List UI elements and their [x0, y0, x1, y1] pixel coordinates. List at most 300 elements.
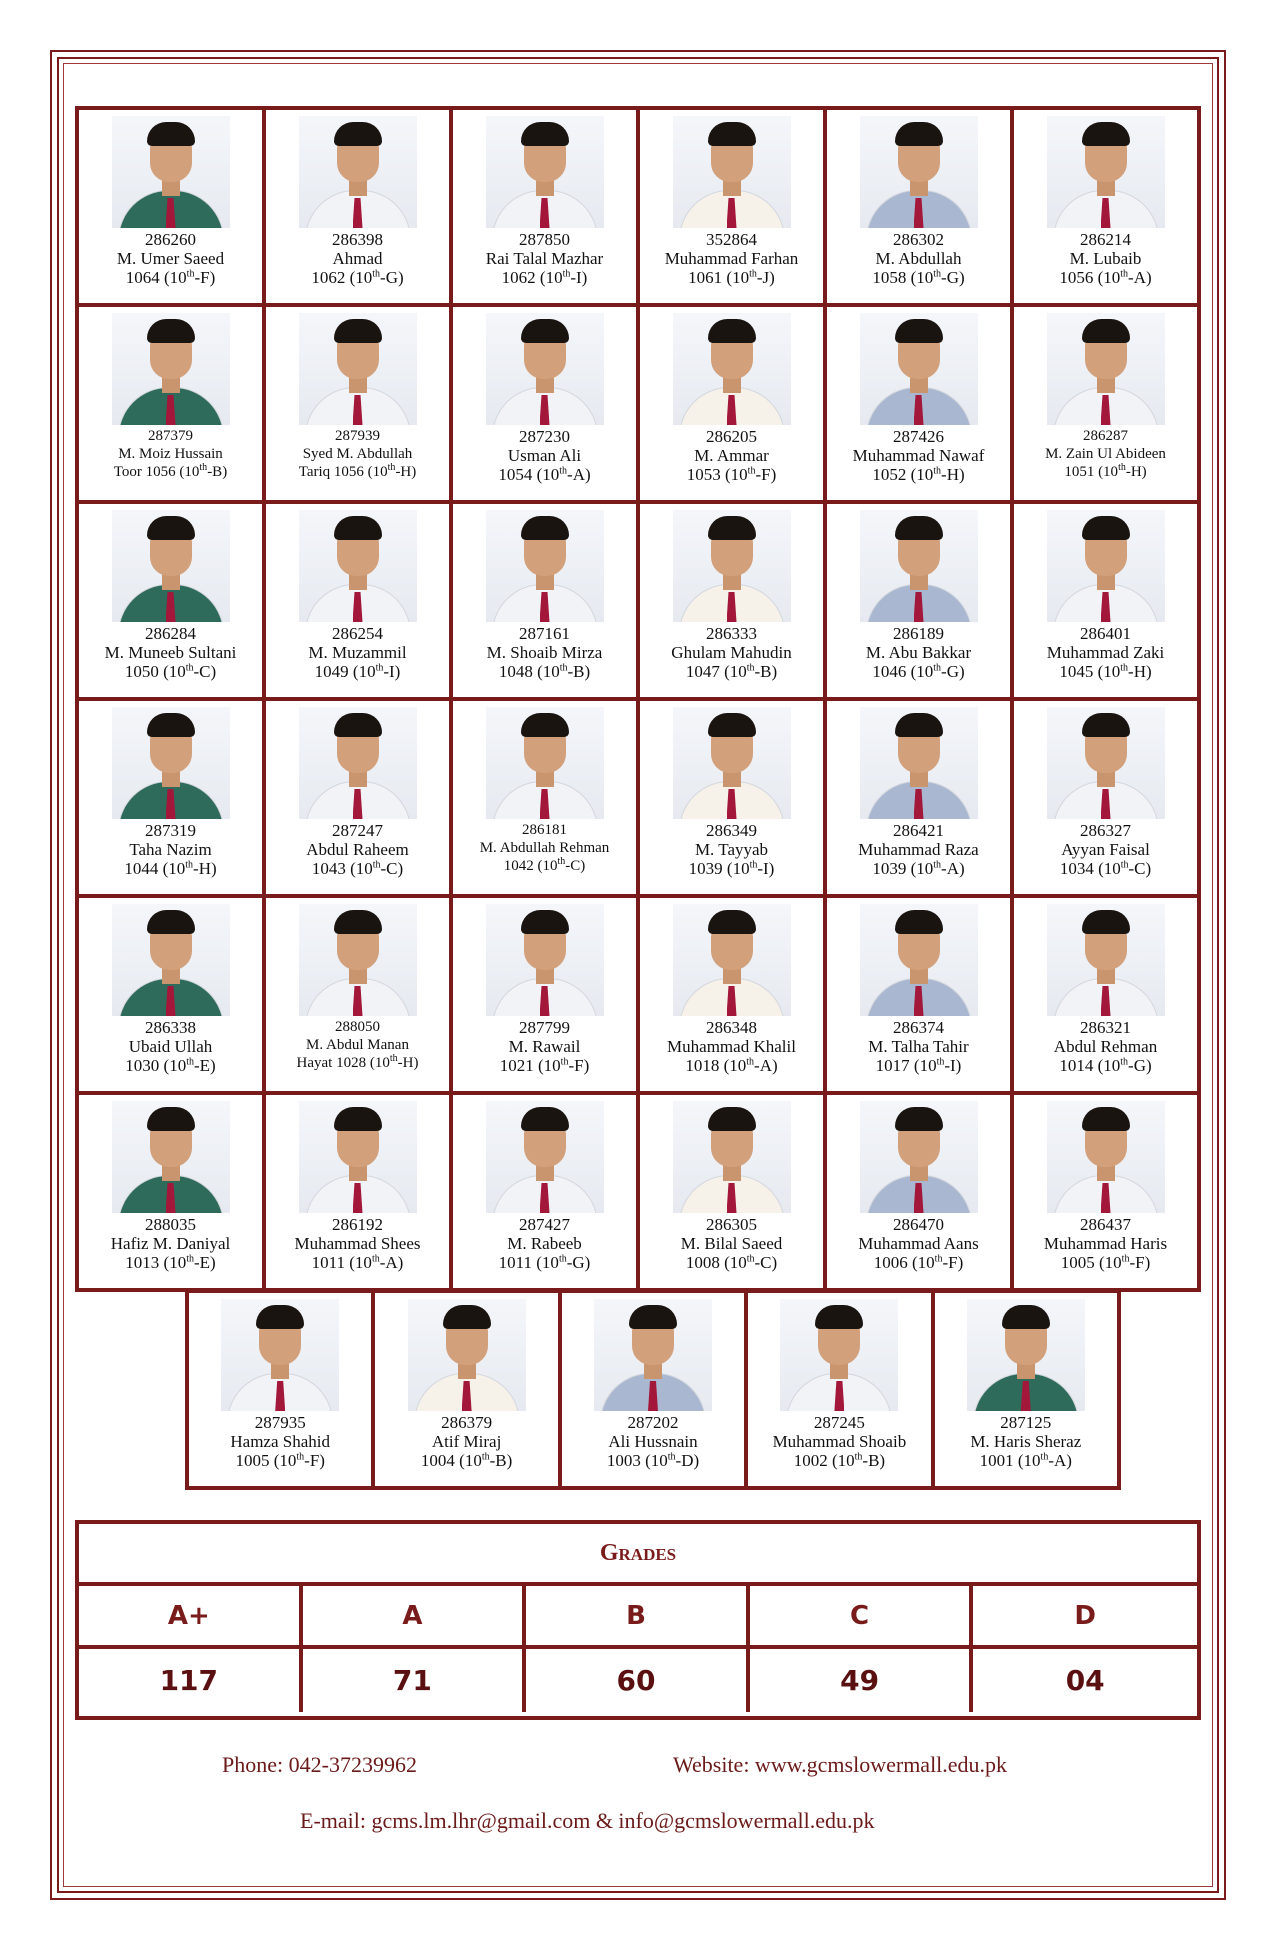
student-card: [640, 1095, 827, 1292]
student-name: M. Umer Saeed: [116, 249, 225, 268]
section-text: -J): [756, 268, 775, 287]
student-marks-class: [297, 1054, 419, 1072]
student-roll-number: 287230: [519, 427, 570, 446]
section-text: -A): [1048, 1451, 1072, 1470]
student-name: M. Muneeb Sultani: [104, 643, 237, 662]
student-marks-class: [872, 662, 964, 681]
grade-header: B: [526, 1586, 750, 1645]
ordinal-suffix: th: [934, 1253, 943, 1265]
ordinal-suffix: th: [558, 1253, 567, 1265]
student-marks-class: [500, 1056, 589, 1075]
student-name: M. Bilal Saeed: [680, 1234, 783, 1253]
student-name: M. Abdul Manan: [306, 1037, 409, 1053]
student-roll-number: 286348: [706, 1018, 757, 1037]
student-photo: [299, 904, 417, 1016]
student-name: Usman Ali: [507, 446, 582, 465]
student-name: Ghulam Mahudin: [671, 643, 792, 662]
student-card: [453, 1095, 640, 1292]
student-photo: [486, 1101, 604, 1213]
student-photo: [860, 707, 978, 819]
student-name: M. Muzammil: [308, 643, 407, 662]
grade-header: A: [303, 1586, 527, 1645]
student-marks-class: [504, 857, 586, 875]
student-name: M. Talha Tahir: [868, 1037, 969, 1056]
section-text: -A): [941, 859, 965, 878]
student-card: [266, 898, 453, 1095]
section-text: -H): [397, 1055, 419, 1071]
grades-title: Grades: [79, 1524, 1197, 1586]
student-marks-class: [125, 1253, 215, 1272]
ordinal-suffix: th: [933, 465, 942, 477]
student-marks-class: [1059, 1056, 1151, 1075]
student-card: [640, 898, 827, 1095]
student-marks-class: [689, 859, 775, 878]
student-card: [640, 701, 827, 898]
student-name: M. Lubaib: [1069, 249, 1142, 268]
ordinal-suffix: th: [933, 662, 942, 674]
student-name: Muhammad Zaki: [1046, 643, 1165, 662]
student-marks-class: [794, 1451, 885, 1470]
marks-text: 1062 (10: [311, 268, 373, 287]
student-name: M. Abdullah Rehman: [479, 840, 610, 856]
student-card: [266, 1095, 453, 1292]
marks-text: 1039 (10: [872, 859, 934, 878]
section-text: -B): [567, 662, 591, 681]
student-name: Abdul Raheem: [306, 840, 409, 859]
student-marks-class: [1064, 463, 1146, 481]
student-roll-number: 286302: [893, 230, 944, 249]
student-roll-number: 286254: [332, 624, 383, 643]
student-marks-class: [876, 1056, 962, 1075]
student-photo: [486, 313, 604, 425]
student-name: Syed M. Abdullah: [302, 446, 413, 462]
student-marks-class: [1059, 268, 1151, 287]
student-photo: [112, 116, 230, 228]
student-roll-number: 286374: [893, 1018, 944, 1037]
marks-text: 1018 (10: [685, 1056, 747, 1075]
student-name: Muhammad Shees: [294, 1234, 421, 1253]
student-marks-class: [114, 463, 227, 481]
student-roll-number: 286189: [893, 624, 944, 643]
footer-email[interactable]: E-mail: gcms.lm.lhr@gmail.com & info@gcmslowermall.edu.pk: [300, 1808, 875, 1833]
section-text: -G): [941, 662, 965, 681]
ordinal-suffix: th: [371, 1253, 380, 1265]
ordinal-suffix: th: [562, 268, 571, 280]
student-name: M. Tayyab: [694, 840, 769, 859]
student-photo: [673, 1101, 791, 1213]
student-marks-class: [125, 1056, 215, 1075]
student-roll-number: 286338: [145, 1018, 196, 1037]
student-photo: [967, 1299, 1085, 1411]
student-marks-class: [686, 662, 777, 681]
section-text: -A): [1128, 268, 1152, 287]
section-text: -I): [570, 268, 588, 287]
student-roll-number: 286421: [893, 821, 944, 840]
section-text: -E): [193, 1056, 216, 1075]
student-photo: [860, 904, 978, 1016]
grade-count: 71: [303, 1649, 527, 1712]
student-card: [935, 1293, 1121, 1490]
marks-text: 1042 (10: [503, 858, 558, 874]
ordinal-suffix: th: [559, 465, 568, 477]
student-card: [79, 504, 266, 701]
section-text: -H): [395, 464, 417, 480]
student-marks-class: [685, 1056, 777, 1075]
ordinal-suffix: th: [1118, 462, 1126, 473]
marks-text: 1052 (10: [872, 465, 934, 484]
student-name: M. Haris Sheraz: [970, 1432, 1082, 1451]
student-name: Atif Miraj: [431, 1432, 502, 1451]
student-marks-class: [607, 1451, 699, 1470]
marks-text: Hayat 1028 (10: [296, 1055, 390, 1071]
student-roll-number: 287319: [145, 821, 196, 840]
student-name: M. Abu Bakkar: [865, 643, 972, 662]
student-card: [827, 701, 1014, 898]
student-photo: [299, 707, 417, 819]
student-marks-class: [235, 1451, 324, 1470]
student-card: [827, 110, 1014, 307]
student-name: Rai Talal Mazhar: [485, 249, 604, 268]
grades-header-row: [79, 1586, 1197, 1649]
student-roll-number: 287161: [519, 624, 570, 643]
student-roll-number: 287799: [519, 1018, 570, 1037]
ordinal-suffix: th: [746, 1253, 755, 1265]
student-photo: [221, 1299, 339, 1411]
marks-text: 1003 (10: [606, 1451, 668, 1470]
student-photo: [673, 116, 791, 228]
student-photo: [299, 313, 417, 425]
ordinal-suffix: th: [559, 662, 568, 674]
footer-website[interactable]: Website: www.gcmslowermall.edu.pk: [673, 1752, 1008, 1777]
student-roll-number: 287935: [254, 1413, 306, 1432]
student-roll-number: 286260: [145, 230, 196, 249]
student-card: [453, 701, 640, 898]
student-photo: [299, 510, 417, 622]
ordinal-suffix: th: [185, 859, 194, 871]
student-card: [1014, 307, 1201, 504]
marks-text: 1030 (10: [125, 1056, 187, 1075]
student-roll-number: 286321: [1080, 1018, 1131, 1037]
student-marks-class: [1059, 662, 1151, 681]
student-roll-number: 286287: [1083, 428, 1128, 444]
student-card: [266, 701, 453, 898]
section-text: -C): [380, 859, 404, 878]
marks-text: 1005 (10: [1060, 1253, 1122, 1272]
student-card: [640, 110, 827, 307]
section-text: -G): [566, 1253, 591, 1272]
section-text: -B): [862, 1451, 886, 1470]
student-name: Abdul Rehman: [1053, 1037, 1158, 1056]
student-marks-class: [315, 662, 401, 681]
student-photo: [594, 1299, 712, 1411]
section-text: -H): [193, 859, 217, 878]
student-photo: [112, 313, 230, 425]
section-text: -B): [207, 464, 228, 480]
student-roll-number: 287426: [893, 427, 944, 446]
student-marks-class: [498, 465, 590, 484]
ordinal-suffix: th: [186, 1056, 194, 1068]
student-card: [1014, 1095, 1201, 1292]
student-card: [79, 307, 266, 504]
student-marks-class: [874, 1253, 963, 1272]
marks-text: 1011 (10: [498, 1253, 559, 1272]
student-card: [79, 701, 266, 898]
ordinal-suffix: th: [749, 268, 757, 280]
ordinal-suffix: th: [1120, 268, 1129, 280]
student-marks-class: [686, 1253, 777, 1272]
student-name: Muhammad Aans: [858, 1234, 979, 1253]
ordinal-suffix: th: [746, 1056, 755, 1068]
ordinal-suffix: th: [936, 1056, 945, 1068]
student-name: Hamza Shahid: [230, 1432, 330, 1451]
student-photo: [860, 313, 978, 425]
student-name: M. Rawail: [508, 1037, 581, 1056]
marks-text: 1001 (10: [979, 1451, 1041, 1470]
student-name: Ayyan Faisal: [1061, 840, 1150, 859]
student-marks-class: [499, 1253, 591, 1272]
student-name: Muhammad Nawaf: [852, 446, 985, 465]
marks-text: 1049 (10: [314, 662, 376, 681]
student-card: [827, 504, 1014, 701]
student-card: [453, 307, 640, 504]
student-marks-class: [502, 268, 588, 287]
student-name: Ubaid Ullah: [128, 1037, 213, 1056]
marks-text: 1013 (10: [125, 1253, 187, 1272]
ordinal-suffix: th: [1120, 859, 1129, 871]
section-text: -F): [568, 1056, 590, 1075]
ordinal-suffix: th: [387, 462, 396, 473]
marks-text: 1002 (10: [793, 1451, 855, 1470]
marks-text: 1050 (10: [124, 662, 186, 681]
student-photo: [1047, 1101, 1165, 1213]
student-photo: [1047, 313, 1165, 425]
section-text: -C): [1128, 859, 1152, 878]
ordinal-suffix: th: [667, 1451, 676, 1463]
student-card: [562, 1293, 748, 1490]
student-marks-class: [872, 268, 964, 287]
student-card: [266, 504, 453, 701]
student-name: Ahmad: [332, 249, 383, 268]
section-text: -I): [383, 662, 401, 681]
student-roll-number: 287247: [332, 821, 383, 840]
section-text: -A): [379, 1253, 404, 1272]
student-name: Muhammad Raza: [858, 840, 979, 859]
ordinal-suffix: th: [749, 859, 758, 871]
section-text: -H): [1125, 464, 1147, 480]
section-text: -G): [380, 268, 404, 287]
student-photo: [673, 313, 791, 425]
student-card: [453, 110, 640, 307]
section-text: -C): [565, 858, 586, 874]
section-text: -A): [754, 1056, 778, 1075]
grade-count: 60: [526, 1649, 750, 1712]
student-grid: [75, 106, 1201, 1292]
ordinal-suffix: th: [557, 856, 566, 867]
student-card: [640, 504, 827, 701]
ordinal-suffix: th: [185, 662, 194, 674]
section-text: -F): [942, 1253, 964, 1272]
student-photo: [408, 1299, 526, 1411]
marks-text: 1004 (10: [420, 1451, 482, 1470]
student-roll-number: 287379: [148, 428, 193, 444]
student-marks-class: [124, 859, 216, 878]
student-photo: [673, 904, 791, 1016]
student-roll-number: 286327: [1080, 821, 1131, 840]
student-photo: [112, 904, 230, 1016]
section-text: -I): [757, 859, 775, 878]
student-photo: [299, 116, 417, 228]
student-marks-class: [499, 662, 590, 681]
student-roll-number: 287427: [519, 1215, 570, 1234]
student-marks-class: [872, 465, 964, 484]
student-roll-number: 352864: [706, 230, 757, 249]
marks-text: 1043 (10: [311, 859, 373, 878]
student-marks-class: [687, 465, 776, 484]
ordinal-suffix: th: [389, 1053, 398, 1064]
grades-count-row: [79, 1649, 1197, 1712]
ordinal-suffix: th: [481, 1451, 490, 1463]
section-text: -F): [755, 465, 777, 484]
student-photo: [299, 1101, 417, 1213]
student-photo: [486, 707, 604, 819]
student-card: [1014, 701, 1201, 898]
student-marks-class: [312, 1253, 404, 1272]
section-text: -H): [941, 465, 965, 484]
student-name: Ali Hussnain: [608, 1432, 698, 1451]
section-text: -B): [754, 662, 778, 681]
student-card: [453, 898, 640, 1095]
ordinal-suffix: th: [747, 465, 756, 477]
student-card: [266, 307, 453, 504]
student-card: [79, 1095, 266, 1292]
marks-text: 1051 (10: [1064, 464, 1119, 480]
student-card: [640, 307, 827, 504]
section-text: -I): [944, 1056, 962, 1075]
student-marks-class: [1061, 1253, 1150, 1272]
ordinal-suffix: th: [199, 462, 208, 473]
student-roll-number: 286181: [522, 822, 567, 838]
marks-text: 1034 (10: [1059, 859, 1121, 878]
student-name: M. Rabeeb: [507, 1234, 582, 1253]
ordinal-suffix: th: [854, 1451, 863, 1463]
student-roll-number: 287939: [335, 428, 380, 444]
student-roll-number: 286470: [893, 1215, 944, 1234]
student-photo: [673, 707, 791, 819]
student-card: [827, 307, 1014, 504]
ordinal-suffix: th: [186, 1253, 194, 1265]
marks-text: 1039 (10: [688, 859, 750, 878]
student-marks-class: [312, 859, 403, 878]
section-text: -A): [567, 465, 591, 484]
marks-text: 1058 (10: [872, 268, 934, 287]
student-photo: [860, 1101, 978, 1213]
ordinal-suffix: th: [933, 859, 942, 871]
ordinal-suffix: th: [560, 1056, 569, 1068]
student-name: M. Zain Ul Abideen: [1045, 446, 1166, 462]
student-card: [79, 898, 266, 1095]
marks-text: 1005 (10: [235, 1451, 297, 1470]
marks-text: 1048 (10: [498, 662, 560, 681]
student-marks-class: [872, 859, 964, 878]
student-card: [375, 1293, 561, 1490]
grades-table: [75, 1520, 1201, 1720]
ordinal-suffix: th: [1121, 1253, 1130, 1265]
section-text: -H): [1128, 662, 1152, 681]
student-photo: [112, 707, 230, 819]
student-roll-number: 286333: [706, 624, 757, 643]
student-marks-class: [980, 1451, 1072, 1470]
marks-text: Tariq 1056 (10: [298, 464, 388, 480]
student-marks-class: [125, 662, 216, 681]
student-name: Taha Nazim: [129, 840, 212, 859]
student-roll-number: 286214: [1080, 230, 1131, 249]
ordinal-suffix: th: [1040, 1451, 1049, 1463]
student-photo: [486, 510, 604, 622]
student-roll-number: 286192: [332, 1215, 383, 1234]
marks-text: 1062 (10: [501, 268, 563, 287]
student-card: [266, 110, 453, 307]
student-photo: [860, 510, 978, 622]
grade-header: C: [750, 1586, 974, 1645]
student-photo: [780, 1299, 898, 1411]
student-grid-last-row: [185, 1289, 1121, 1490]
student-photo: [1047, 904, 1165, 1016]
student-card: [827, 898, 1014, 1095]
ordinal-suffix: th: [372, 859, 381, 871]
grade-count: 49: [750, 1649, 974, 1712]
marks-text: Toor 1056 (10: [113, 464, 200, 480]
student-photo: [486, 116, 604, 228]
student-photo: [1047, 707, 1165, 819]
student-name: Muhammad Shoaib: [772, 1432, 907, 1451]
marks-text: 1006 (10: [873, 1253, 935, 1272]
student-roll-number: 286401: [1080, 624, 1131, 643]
ordinal-suffix: th: [1120, 662, 1129, 674]
marks-text: 1064 (10: [125, 268, 187, 287]
section-text: -G): [1128, 1056, 1152, 1075]
student-marks-class: [126, 268, 215, 287]
student-card: [79, 110, 266, 307]
ordinal-suffix: th: [372, 268, 381, 280]
section-text: -C): [193, 662, 217, 681]
student-card: [748, 1293, 934, 1490]
grade-count: 117: [79, 1649, 303, 1712]
ordinal-suffix: th: [296, 1451, 305, 1463]
student-photo: [486, 904, 604, 1016]
ordinal-suffix: th: [186, 268, 195, 280]
marks-text: 1047 (10: [685, 662, 747, 681]
student-name: M. Moiz Hussain: [118, 446, 223, 462]
student-photo: [860, 116, 978, 228]
marks-text: 1044 (10: [124, 859, 186, 878]
student-roll-number: 287202: [627, 1413, 679, 1432]
student-marks-class: [421, 1451, 512, 1470]
ordinal-suffix: th: [746, 662, 755, 674]
marks-text: 1061 (10: [688, 268, 750, 287]
section-text: -G): [941, 268, 965, 287]
marks-text: 1046 (10: [872, 662, 934, 681]
student-card: [1014, 898, 1201, 1095]
student-marks-class: [311, 268, 403, 287]
student-name: M. Abdullah: [875, 249, 962, 268]
ordinal-suffix: th: [933, 268, 942, 280]
student-roll-number: 286398: [332, 230, 383, 249]
marks-text: 1054 (10: [498, 465, 560, 484]
section-text: -F): [1129, 1253, 1151, 1272]
student-card: [1014, 504, 1201, 701]
student-name: Muhammad Haris: [1043, 1234, 1168, 1253]
student-card: [453, 504, 640, 701]
